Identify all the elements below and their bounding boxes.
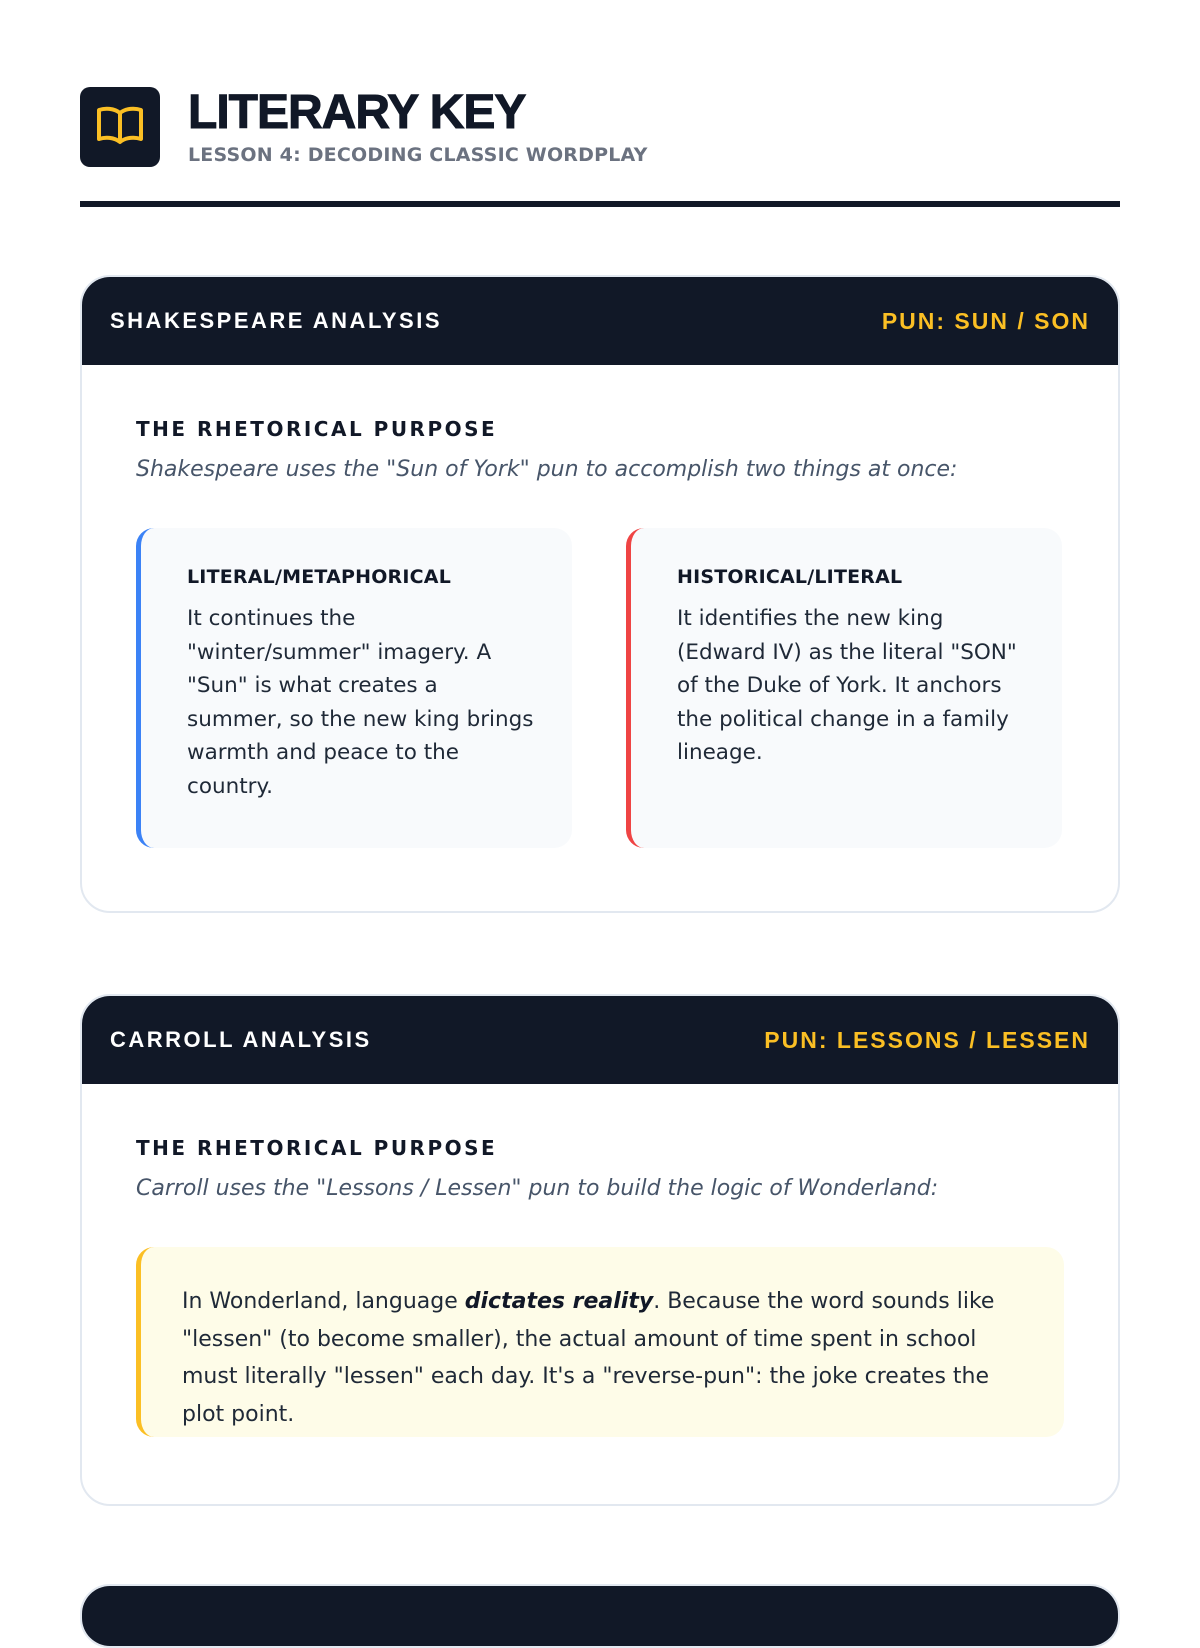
card-header bbox=[82, 1586, 1118, 1648]
card-heading: CARROLL ANALYSIS bbox=[110, 1027, 372, 1052]
pun-tag: PUN: LESSONS / LESSEN bbox=[764, 1027, 1090, 1053]
historical-literal-box bbox=[626, 528, 1062, 848]
card-header bbox=[82, 277, 1118, 365]
open-book-icon bbox=[95, 103, 145, 151]
box-title: LITERAL/METAPHORICAL bbox=[187, 566, 452, 588]
section-label: THE RHETORICAL PURPOSE bbox=[136, 1136, 498, 1160]
note-text: In Wonderland, language bbox=[182, 1289, 465, 1314]
note-text: . Because the word sounds like "lessen" (to become smaller), the actual amount of time spent in school must literally "lessen" each day. It's a "reverse-pun": the joke creates the plot point. bbox=[182, 1289, 995, 1427]
page-header bbox=[80, 87, 1120, 207]
next-analysis-card bbox=[80, 1584, 1120, 1648]
card-header bbox=[82, 996, 1118, 1084]
box-title: HISTORICAL/LITERAL bbox=[677, 566, 903, 588]
card-heading: SHAKESPEARE ANALYSIS bbox=[110, 308, 442, 333]
pun-tag: PUN: SUN / SON bbox=[881, 308, 1090, 334]
box-text: It identifies the new king (Edward IV) as the literal "SON" of the Duke of York. It anchors the political change in a family lineage. bbox=[677, 606, 1017, 765]
literal-metaphorical-box bbox=[136, 528, 572, 848]
intro-text: Shakespeare uses the "Sun of York" pun to accomplish two things at once: bbox=[136, 457, 958, 482]
header-divider bbox=[80, 201, 1120, 207]
page-title: LITERARY KEY bbox=[188, 86, 526, 139]
box-text: It continues the "winter/summer" imagery. A "Sun" is what creates a summer, so the new king brings warmth and peace to the country. bbox=[187, 606, 534, 799]
shakespeare-analysis-card bbox=[80, 275, 1120, 913]
wonderland-note bbox=[136, 1247, 1064, 1437]
logo bbox=[80, 87, 160, 167]
note-emphasis: dictates reality bbox=[464, 1289, 654, 1314]
purpose-boxes bbox=[136, 528, 1064, 848]
carroll-analysis-card bbox=[80, 994, 1120, 1506]
page-subtitle: LESSON 4: DECODING CLASSIC WORDPLAY bbox=[188, 144, 648, 166]
section-label: THE RHETORICAL PURPOSE bbox=[136, 417, 498, 441]
intro-text: Carroll uses the "Lessons / Lessen" pun to build the logic of Wonderland: bbox=[136, 1176, 939, 1201]
